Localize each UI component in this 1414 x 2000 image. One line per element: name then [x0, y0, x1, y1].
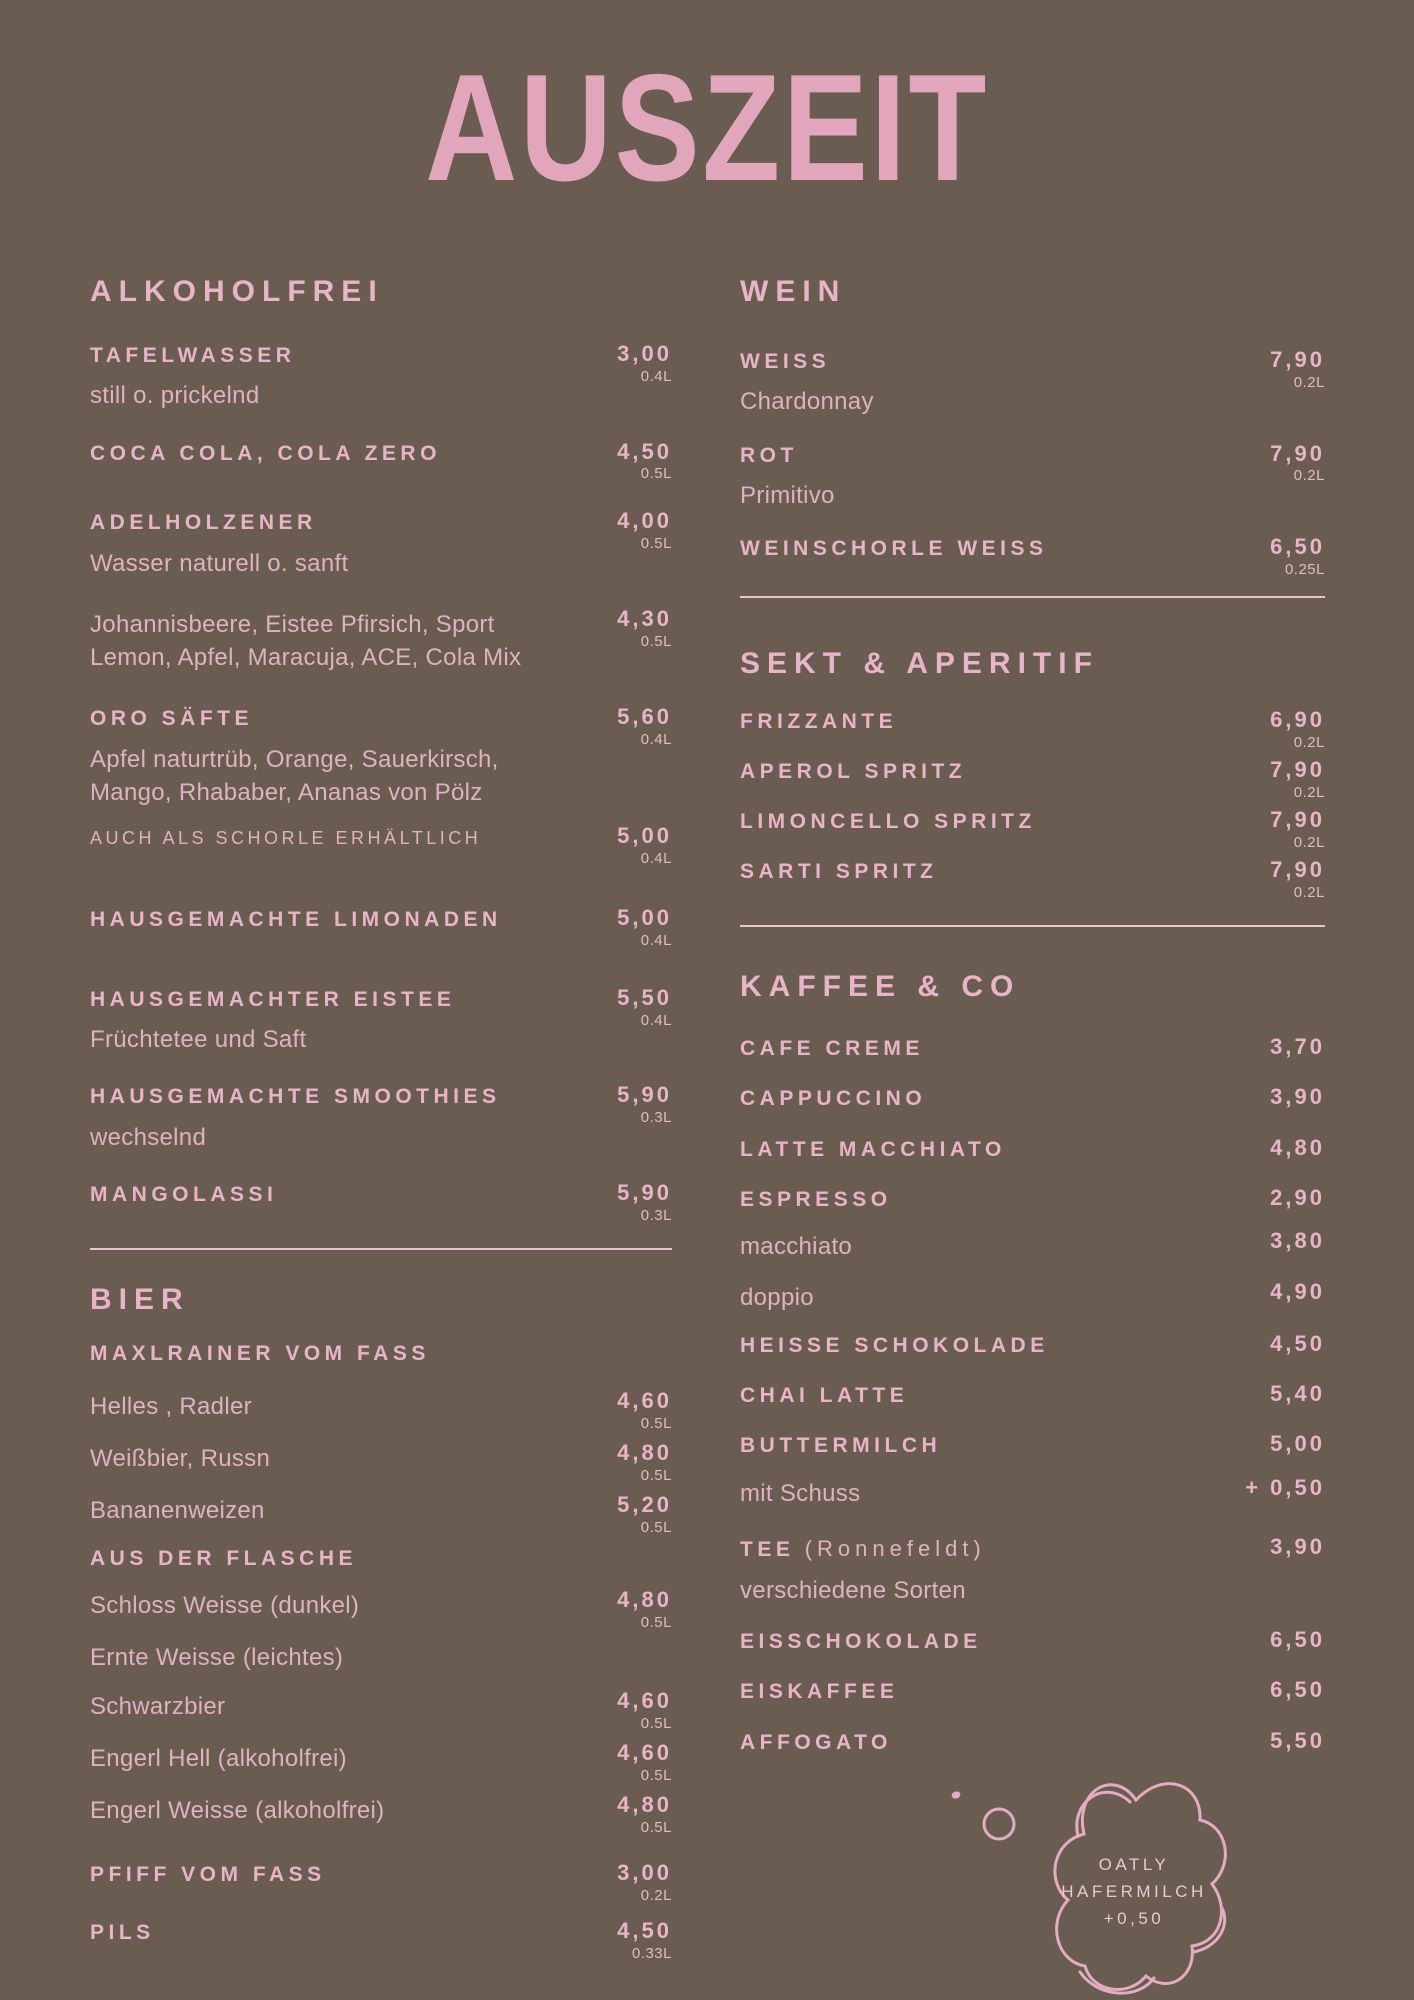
item-size: 0.5L: [640, 632, 672, 650]
item-price: 3,00: [617, 341, 672, 366]
menu-item-eisschokolade: [740, 1627, 1325, 1656]
item-size: 0.4L: [640, 731, 672, 749]
item-price: 4,00: [617, 508, 672, 534]
menu-item-rot: [740, 441, 1325, 513]
item-name: PILS: [90, 1921, 155, 1945]
item-price: 7,90: [1270, 806, 1325, 832]
item-size: 0.4L: [640, 1011, 672, 1029]
menu-item-helles-radler: [90, 1388, 672, 1432]
item-desc: Apfel naturtrüb, Orange, Sauerkirsch, Mango, Rhababer, Ananas von Pölz: [90, 745, 499, 806]
item-name: BUTTERMILCH: [740, 1434, 942, 1458]
menu-item-mit-schuss: [740, 1475, 1325, 1510]
item-name: TAFELWASSER: [90, 344, 296, 367]
menu-item-cappuccino: [740, 1084, 1325, 1113]
item-desc: macchiato: [740, 1233, 853, 1261]
item-price: 3,00: [617, 1860, 672, 1886]
item-price: 4,80: [617, 1439, 672, 1465]
menu-item-coca-cola: [90, 439, 672, 483]
item-price: 4,60: [617, 1740, 672, 1766]
item-name: FRIZZANTE: [740, 709, 898, 733]
item-price: 2,90: [1270, 1184, 1325, 1210]
item-size: 0.2L: [640, 1887, 672, 1905]
item-price: 4,90: [1270, 1279, 1325, 1305]
menu-item-schorle-note: [90, 823, 672, 867]
item-name-suffix: (Ronnefeldt): [804, 1535, 986, 1561]
item-size: 0.3L: [640, 1109, 672, 1127]
item-name: ROT: [740, 443, 798, 467]
badge-line-2: HAFERMILCH: [1061, 1882, 1207, 1901]
subsection-maxlrainer: MAXLRAINER VOM FASS: [90, 1341, 430, 1365]
menu-item-smoothies: [90, 1082, 672, 1154]
item-desc: Schloss Weisse (dunkel): [90, 1592, 360, 1620]
item-price: 4,30: [617, 605, 672, 631]
section-header-kaffee: KAFFEE & CO: [740, 969, 1021, 1003]
item-price: 3,90: [1270, 1084, 1325, 1110]
section-divider: [740, 925, 1325, 927]
item-desc: wechselnd: [90, 1123, 207, 1151]
item-name: HAUSGEMACHTE LIMONADEN: [90, 907, 502, 931]
item-price: 4,50: [617, 438, 672, 464]
item-name: EISKAFFEE: [740, 1680, 899, 1704]
item-price: 5,00: [617, 904, 672, 930]
menu-item-heisse-schokolade: [740, 1331, 1325, 1360]
menu-item-macchiato: [740, 1228, 1325, 1263]
menu-item-eiskaffee: [740, 1677, 1325, 1706]
item-name: SARTI SPRITZ: [740, 859, 938, 883]
item-size: 0.2L: [1293, 467, 1325, 485]
item-size: 0.5L: [640, 1614, 672, 1632]
menu-item-weinschorle: [740, 534, 1325, 578]
item-price: 3,80: [1270, 1228, 1325, 1254]
item-name: WEINSCHORLE WEISS: [740, 537, 1048, 560]
item-desc: Wasser naturell o. sanft: [90, 549, 349, 577]
item-price: 4,50: [617, 1918, 672, 1944]
section-header-sekt: SEKT & APERITIF: [740, 646, 1099, 680]
item-name: TEE: [740, 1537, 795, 1561]
menu-item-ernte-weisse: [90, 1639, 672, 1674]
badge-line-3: +0,50: [1103, 1909, 1165, 1928]
item-name: HEISSE SCHOKOLADE: [740, 1333, 1049, 1357]
item-price: 4,60: [617, 1688, 672, 1714]
menu-item-chai-latte: [740, 1381, 1325, 1410]
badge-line-1: OATLY: [1098, 1855, 1170, 1874]
item-desc: Helles , Radler: [90, 1393, 252, 1421]
item-price: 4,80: [617, 1587, 672, 1613]
item-price: 6,50: [1270, 1677, 1325, 1703]
item-size: 0.33L: [631, 1945, 672, 1963]
item-name: LIMONCELLO SPRITZ: [740, 809, 1036, 833]
item-price: 4,50: [1270, 1330, 1325, 1356]
item-desc: verschiedene Sorten: [740, 1576, 966, 1604]
item-size: 0.4L: [640, 849, 672, 867]
item-name: LATTE MACCHIATO: [740, 1137, 1006, 1161]
menu-item-eistee: [90, 985, 672, 1057]
item-name: CAPPUCCINO: [740, 1087, 927, 1111]
item-desc: Johannisbeere, Eistee Pfirsich, Sport Lemon, Apfel, Maracuja, ACE, Cola Mix: [90, 610, 522, 672]
item-size: 0.5L: [640, 535, 672, 553]
item-size: 0.3L: [640, 1206, 672, 1224]
menu-title: AUSZEIT: [425, 43, 989, 213]
menu-item-engerl-weisse: [90, 1792, 672, 1836]
item-price: 3,90: [1270, 1533, 1325, 1559]
item-desc: still o. prickelnd: [90, 382, 260, 410]
item-desc: Primitivo: [740, 481, 835, 509]
item-desc: Bananenweizen: [90, 1496, 265, 1524]
right-column: [740, 272, 1325, 1757]
item-name: WEISS: [740, 350, 831, 373]
item-name: PFIFF VOM FASS: [90, 1863, 326, 1887]
item-name: CHAI LATTE: [740, 1383, 909, 1407]
menu-item-adelholzener-sorten: [90, 606, 672, 674]
item-name: APEROL SPRITZ: [740, 759, 967, 783]
item-size: 0.5L: [640, 1767, 672, 1785]
menu-item-pfiff: [90, 1860, 672, 1904]
item-size: 0.4L: [640, 367, 672, 385]
item-name: ADELHOLZENER: [90, 511, 317, 535]
menu-item-doppio: [740, 1279, 1325, 1314]
menu-item-bananenweizen: [90, 1492, 672, 1536]
item-price: 4,80: [1270, 1134, 1325, 1160]
item-name: CAFE CREME: [740, 1036, 924, 1060]
item-size: 0.5L: [640, 1466, 672, 1484]
menu-item-sarti: [740, 857, 1325, 901]
item-size: 0.5L: [640, 1819, 672, 1837]
item-name: COCA COLA, COLA ZERO: [90, 441, 441, 465]
item-name: HAUSGEMACHTER EISTEE: [90, 987, 456, 1011]
item-size: 0.5L: [640, 1518, 672, 1536]
item-desc: doppio: [740, 1284, 814, 1312]
subsection-flasche: AUS DER FLASCHE: [90, 1546, 358, 1570]
item-price: 5,00: [1270, 1431, 1325, 1457]
menu-item-cafe-creme: [740, 1034, 1325, 1063]
menu-item-latte-macchiato: [740, 1135, 1325, 1164]
item-name: HAUSGEMACHTE SMOOTHIES: [90, 1085, 501, 1109]
item-desc: Ernte Weisse (leichtes): [90, 1644, 344, 1672]
item-price: 7,90: [1270, 756, 1325, 782]
menu-item-tafelwasser: [90, 341, 672, 413]
menu-item-limoncello: [740, 807, 1325, 851]
menu-item-frizzante: [740, 707, 1325, 751]
item-price: 5,60: [617, 704, 672, 730]
item-price: 4,80: [617, 1792, 672, 1818]
item-size: 0.2L: [1293, 733, 1325, 751]
item-price: 5,40: [1270, 1380, 1325, 1406]
item-name: ESPRESSO: [740, 1187, 892, 1211]
item-desc: Engerl Weisse (alkoholfrei): [90, 1797, 385, 1825]
item-price: 7,90: [1270, 347, 1325, 372]
menu-item-oro-saefte: [90, 704, 672, 809]
item-name: ORO SÄFTE: [90, 707, 254, 731]
section-divider: [90, 1248, 672, 1250]
item-price: 4,60: [617, 1388, 672, 1414]
menu-item-adelholzener: [90, 508, 672, 580]
item-name: MANGOLASSI: [90, 1182, 278, 1206]
item-size: 0.5L: [640, 1414, 672, 1432]
section-header-alkoholfrei: ALKOHOLFREI: [90, 275, 384, 308]
item-desc: mit Schuss: [740, 1479, 861, 1507]
item-size: 0.2L: [1293, 783, 1325, 801]
item-name: EISSCHOKOLADE: [740, 1629, 982, 1653]
menu-item-limonaden: [90, 905, 672, 949]
item-size: 0.2L: [1293, 883, 1325, 901]
item-desc: Chardonnay: [740, 388, 874, 416]
left-column: [90, 272, 672, 1962]
item-note: AUCH ALS SCHORLE ERHÄLTLICH: [90, 827, 482, 848]
item-price: 5,20: [617, 1491, 672, 1517]
menu-item-tee: [740, 1534, 1325, 1607]
oatly-hafermilch-badge: [928, 1740, 1240, 1998]
item-price: 7,90: [1270, 440, 1325, 466]
section-header-bier: BIER: [90, 1282, 190, 1316]
item-price: 5,90: [617, 1179, 672, 1205]
menu-item-engerl-hell: [90, 1740, 672, 1784]
menu-item-aperol: [740, 757, 1325, 801]
item-size: 0.5L: [640, 1715, 672, 1733]
menu-item-espresso: [740, 1185, 1325, 1214]
item-price: 5,50: [1270, 1727, 1325, 1753]
item-price: + 0,50: [1245, 1474, 1325, 1500]
item-price: 5,00: [617, 822, 672, 848]
item-size: 0.5L: [640, 465, 672, 483]
flower-doodle-icon: [928, 1740, 1240, 1998]
menu-item-schloss-weisse: [90, 1587, 672, 1631]
item-price: 6,90: [1270, 706, 1325, 732]
item-desc: Schwarzbier: [90, 1693, 226, 1721]
item-size: 0.2L: [1293, 373, 1325, 391]
menu-item-pils: [90, 1918, 672, 1962]
item-desc: Weißbier, Russn: [90, 1444, 271, 1472]
item-price: 3,70: [1270, 1033, 1325, 1059]
item-price: 7,90: [1270, 856, 1325, 882]
menu-item-mangolassi: [90, 1180, 672, 1224]
item-price: 6,50: [1270, 1626, 1325, 1652]
menu-item-buttermilch: [740, 1431, 1325, 1460]
menu-item-weiss: [740, 347, 1325, 419]
section-header-wein: WEIN: [740, 275, 847, 308]
item-price: 5,50: [617, 984, 672, 1010]
menu-item-weissbier-russn: [90, 1440, 672, 1484]
item-desc: Engerl Hell (alkoholfrei): [90, 1745, 347, 1773]
item-size: 0.25L: [1284, 560, 1325, 578]
menu-item-schwarzbier: [90, 1688, 672, 1732]
item-name: AFFOGATO: [740, 1730, 892, 1754]
item-desc: Früchtetee und Saft: [90, 1026, 307, 1054]
item-price: 5,90: [617, 1082, 672, 1108]
section-divider: [740, 596, 1325, 598]
item-size: 0.2L: [1293, 833, 1325, 851]
item-size: 0.4L: [640, 931, 672, 949]
item-price: 6,50: [1270, 534, 1325, 559]
